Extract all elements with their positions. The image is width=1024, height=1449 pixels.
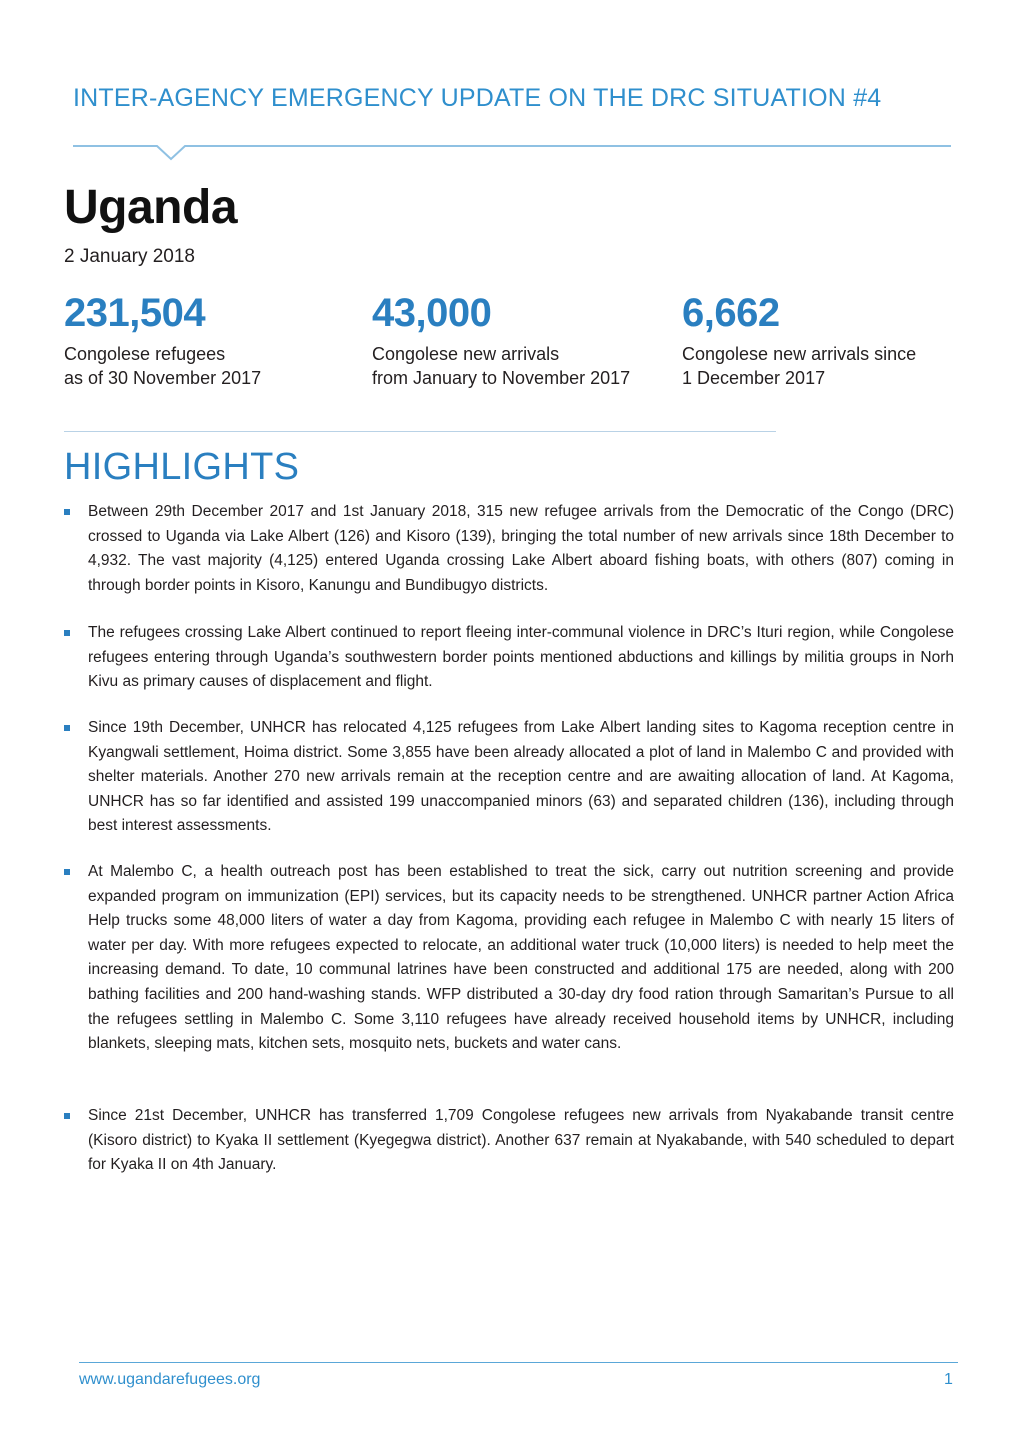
stat-label-line: as of 30 November 2017 [64,368,262,388]
highlight-text: Since 19th December, UNHCR has relocated 4,125 refugees from Lake Albert landing sites to Kagoma reception centre in Kyangwali settlement, Hoima district. Some 3,855 have been already allocated a plot of land in Malembo C and provided with shelter materials. Another 270 new arrivals remain at the reception centre and are awaiting allocation of land. At Kagoma, UNHCR has so far identified and assisted 199 unaccompanied minors (63) and separated children (136), including through best interest assessments. [88,719,954,835]
highlights-heading: HIGHLIGHTS [64,446,300,488]
bullet-icon [64,630,70,636]
stat-label [682,342,916,390]
report-series-title: INTER-AGENCY EMERGENCY UPDATE ON THE DRC SITUATION #4 [73,84,882,112]
stat-label [64,342,261,390]
stat-label-line: Congolese new arrivals [372,344,560,364]
footer-divider [79,1362,958,1363]
stat-number: 6,662 [682,291,780,335]
footer-website-link[interactable]: www.ugandarefugees.org [79,1371,261,1388]
stat-label-line: Congolese refugees [64,344,226,364]
header-divider [73,140,951,164]
highlight-text: At Malembo C, a health outreach post has been established to treat the sick, carry out nutrition screening and provide expanded program on immunization (EPI) services, but its capacity needs to be strengthened. UNHCR partner Action Africa Help trucks some 48,000 liters of water a day from Kagoma, providing each refugee in Malembo C with nearly 15 liters of water per day. With more refugees expected to relocate, an additional water truck (10,000 liters) is needed to help meet the increasing demand. To date, 10 communal latrines have been constructed and additional 175 are needed, along with 200 bathing facilities and 200 hand-washing stands. WFP distributed a 30-day dry food ration through Samaritan’s Pursue to all the refugees settling in Malembo C. Some 3,110 refugees have already received household items by UNHCR, including blankets, sleeping mats, kitchen sets, mosquito nets, buckets and water cans. [88,863,954,1053]
stat-label-line: 1 December 2017 [682,368,826,388]
highlight-item [64,500,954,598]
stat-number: 43,000 [372,291,492,335]
highlight-text: The refugees crossing Lake Albert continued to report fleeing inter-communal violence in DRC’s Ituri region, while Congolese refugees entering through Uganda’s southwestern border points mentioned abductions and killings by militia groups in Norh Kivu as primary causes of displacement and flight. [88,624,954,691]
stat-label-line: Congolese new arrivals since [682,344,917,364]
bullet-icon [64,725,70,731]
stat-refugees [64,290,261,390]
stat-label-line: from January to November 2017 [372,368,631,388]
highlight-item [64,621,954,695]
stat-arrivals-since-dec [682,290,916,390]
highlight-text: Since 21st December, UNHCR has transferred 1,709 Congolese refugees new arrivals from Nyakabande transit centre (Kisoro district) to Kyaka II settlement (Kyegegwa district). Another 637 remain at Nyakabande, with 540 scheduled to depart for Kyaka II on 4th January. [88,1107,954,1174]
section-divider [64,431,776,432]
bullet-icon [64,869,70,875]
report-date: 2 January 2018 [64,246,195,267]
page-number: 1 [944,1371,953,1388]
highlight-item [64,1104,954,1178]
stat-label [372,342,630,390]
stat-number: 231,504 [64,291,206,335]
highlight-text: Between 29th December 2017 and 1st January 2018, 315 new refugee arrivals from the Democratic of the Congo (DRC) crossed to Uganda via Lake Albert (126) and Kisoro (139), bringing the total number of new arrivals since 18th December to 4,932. The vast majority (4,125) entered Uganda crossing Lake Albert aboard fishing boats, with others (807) coming in through border points in Kisoro, Kanungu and Bundibugyo districts. [88,503,954,594]
highlight-item [64,860,954,1057]
country-title: Uganda [64,181,238,234]
bullet-icon [64,1113,70,1119]
highlight-item [64,716,954,839]
stat-arrivals-jan-nov [372,290,630,390]
bullet-icon [64,509,70,515]
